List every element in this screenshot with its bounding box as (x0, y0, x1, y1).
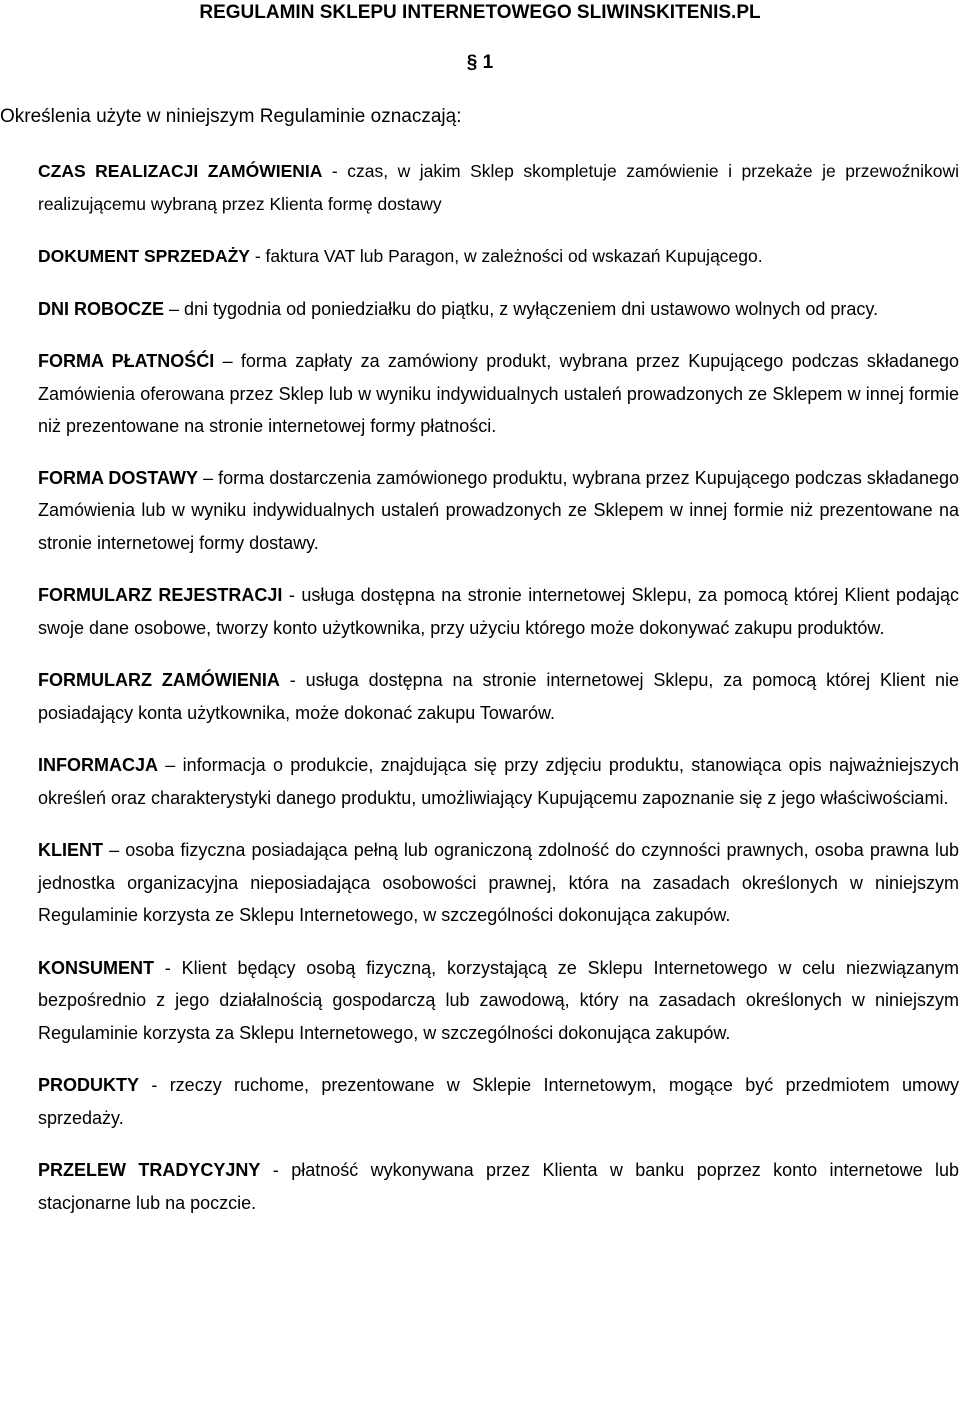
definition-separator: - (282, 585, 302, 605)
definition-text: dni tygodnia od poniedziałku do piątku, z wyłączeniem dni ustawowo wolnych od pracy. (184, 298, 879, 319)
definition-text: informacja o produkcie, znajdująca się przy zdjęciu produktu, stanowiąca opis najważniejszych określeń oraz charakterystyki danego produktu, umożliwiający Kupującemu zapoznanie się z jego właściwościami. (38, 755, 960, 808)
definition-informacja (38, 749, 959, 814)
definition-separator: – (214, 351, 241, 371)
definition-term: PRZELEW TRADYCYJNY (38, 1160, 261, 1180)
definition-separator: - (322, 161, 348, 181)
definition-term: FORMA DOSTAWY (38, 467, 199, 488)
definition-term: PRODUKTY (38, 1075, 140, 1095)
definition-dokument-sprzedazy (38, 240, 959, 273)
definition-term: FORMULARZ ZAMÓWIENIA (38, 670, 280, 690)
definition-text: usługa dostępna na stronie internetowej Sklepu, za pomocą której Klient nie posiadający konta użytkownika, może dokonać zakupu Towarów. (38, 670, 959, 723)
intro-text: Określenia użyte w niniejszym Regulaminie oznaczają: (0, 106, 462, 127)
definition-separator: - (279, 670, 306, 690)
definition-term: INFORMACJA (38, 755, 158, 775)
section-number: § 1 (466, 52, 494, 73)
definition-forma-platnosci (38, 345, 959, 443)
definition-separator: – (158, 755, 183, 775)
definition-text: czas, w jakim Sklep skompletuje zamówienie i przekaże je przewoźnikowi realizującemu wybraną przez Klienta formę dostawy (38, 161, 959, 214)
definition-text: rzeczy ruchome, prezentowane w Sklepie Internetowym, mogące być przedmiotem umowy sprzedaży. (38, 1075, 959, 1128)
definition-formularz-rejestracji (38, 579, 959, 644)
definition-konsument (38, 952, 959, 1050)
definition-term: FORMULARZ REJESTRACJI (38, 585, 283, 605)
definitions-list (38, 155, 959, 1239)
definition-term: KONSUMENT (38, 957, 154, 978)
definition-formularz-zamowienia (38, 664, 959, 729)
definition-text: Klient będący osobą fizyczną, korzystającą ze Sklepu Internetowego w celu niezwiązanym bezpośrednio z jego działalnością gospodarczą lub zawodową, który na zasadach określonych w niniejszym Regulaminie korzysta za Sklepu Internetowego, w szczególności dokonująca zakupów. (38, 957, 959, 1043)
definition-przelew-tradycyjny (38, 1154, 959, 1219)
definition-text: usługa dostępna na stronie internetowej Sklepu, za pomocą której Klient podając swoje dane osobowe, tworzy konto użytkownika, przy użyciu którego może dokonywać zakupu produktów. (38, 585, 960, 638)
definition-separator: - (139, 1075, 170, 1095)
definition-term: DOKUMENT SPRZEDAŻY (38, 246, 250, 266)
definition-separator: – (103, 840, 126, 860)
definition-klient (38, 834, 959, 932)
definition-term: CZAS REALIZACJI ZAMÓWIENIA (38, 161, 323, 181)
document-title: REGULAMIN SKLEPU INTERNETOWEGO SLIWINSKITENIS.PL (199, 2, 761, 23)
definition-dni-robocze (38, 293, 959, 326)
definition-produkty (38, 1069, 959, 1134)
definition-term: KLIENT (38, 840, 103, 860)
definition-separator: - (154, 957, 182, 978)
definition-separator: - (260, 1160, 292, 1180)
definition-text: forma dostarczenia zamówionego produktu, wybrana przez Kupującego podczas składanego Zamówienia lub w wyniku indywidualnych ustaleń prowadzonych ze Sklepem w innej formie niż prezentowane na stronie internetowej formy dostawy. (38, 467, 959, 553)
definition-text: płatność wykonywana przez Klienta w banku poprzez konto internetowe lub stacjonarne lub na poczcie. (38, 1160, 960, 1213)
definition-term: DNI ROBOCZE (38, 298, 164, 319)
definition-separator: – (198, 467, 219, 488)
definition-forma-dostawy (38, 462, 959, 560)
definition-text: forma zapłaty za zamówiony produkt, wybrana przez Kupującego podczas składanego Zamówienia oferowana przez Sklep lub w wyniku indywidualnych ustaleń prowadzonych ze Sklepem w innej formie niż prezentowane na stronie internetowej formy płatności. (38, 351, 960, 436)
definition-czas-realizacji (38, 155, 959, 220)
definition-text: faktura VAT lub Paragon, w zależności od wskazań Kupującego. (265, 246, 763, 266)
definition-separator: - (249, 246, 266, 266)
definition-text: osoba fizyczna posiadająca pełną lub ograniczoną zdolność do czynności prawnych, osoba prawna lub jednostka organizacyjna nieposiadająca osobowości prawnej, która na zasadach określonych w niniejszym Regulaminie korzysta ze Sklepu Internetowego, w szczególności dokonująca zakupów. (38, 840, 960, 925)
definition-term: FORMA PŁATNOŚĆI (38, 351, 215, 371)
definition-separator: – (164, 298, 185, 319)
